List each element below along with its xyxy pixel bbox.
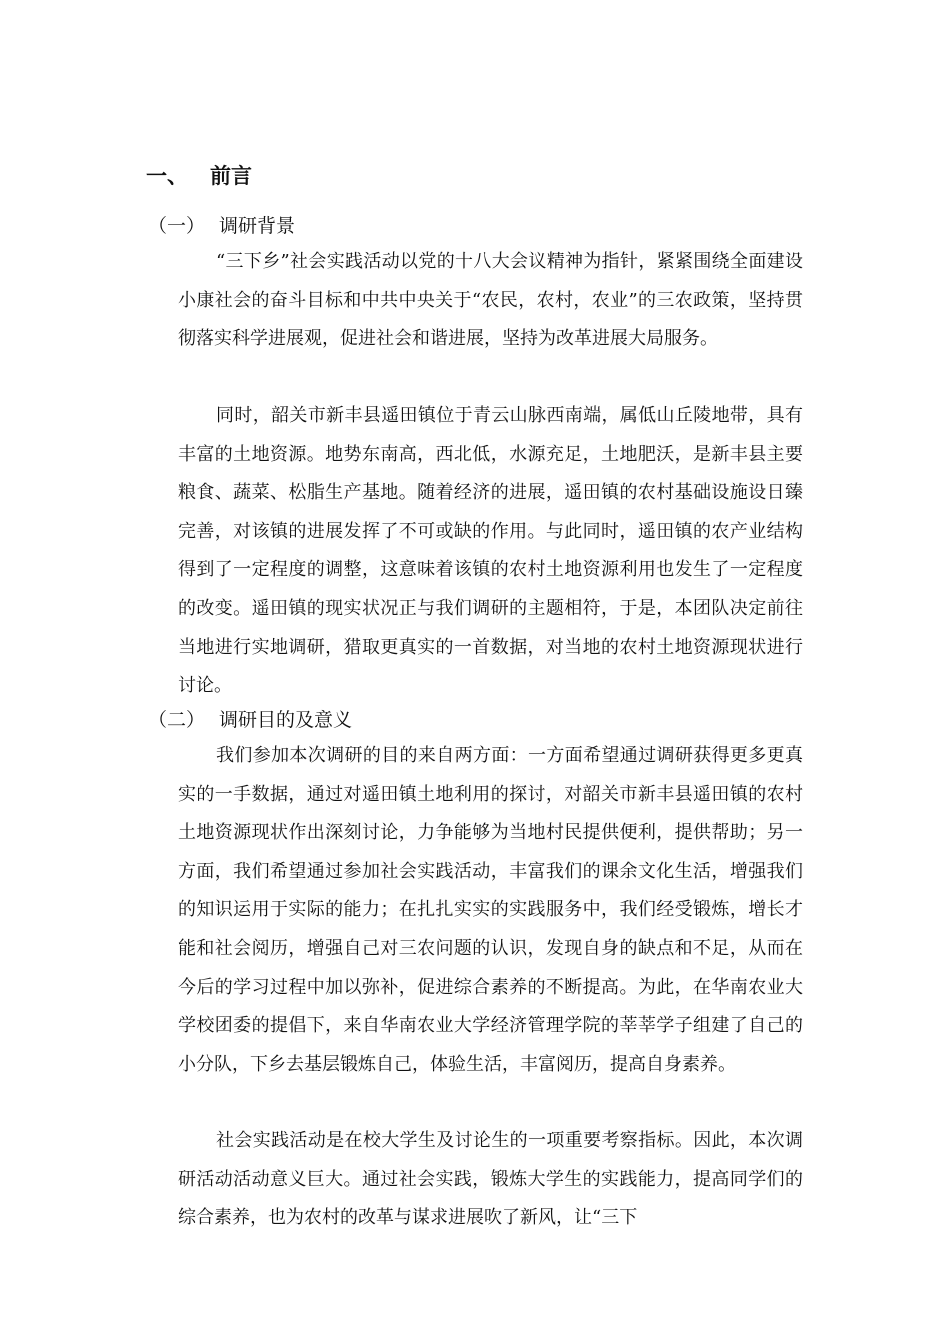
- paragraph: “三下乡”社会实践活动以党的十八大会议精神为指针，紧紧围绕全面建设小康社会的奋斗目标和中共中央关于“农民，农村，农业”的三农政策，坚持贯彻落实科学进展观，促进社会和谐进展，坚持为改革进展大局服务。: [178, 251, 803, 350]
- subsection-heading-background: [148, 208, 295, 244]
- section-heading-preface: [146, 158, 252, 194]
- subsection-heading-purpose: [148, 702, 352, 738]
- subsection-number: （二）: [148, 709, 206, 731]
- paragraph: 同时，韶关市新丰县遥田镇位于青云山脉西南端，属低山丘陵地带，具有丰富的土地资源。地势东南高，西北低，水源充足，土地肥沃，是新丰县主要粮食、蔬菜、松脂生产基地。随着经济的进展，遥田镇的农村基础设施设日臻完善，对该镇的进展发挥了不可或缺的作用。与此同时，遥田镇的农产业结构得到了一定程度的调整，这意味着该镇的农村土地资源利用也发生了一定程度的改变。遥田镇的现实状况正与我们调研的主题相符，于是，本团队决定前往当地进行实地调研，猎取更真实的一首数据，对当地的农村土地资源现状进行讨论。: [178, 405, 803, 697]
- subsection-title: 调研背景: [219, 215, 296, 237]
- subsection-title: 调研目的及意义: [219, 709, 353, 731]
- heading-title: 前言: [210, 163, 252, 188]
- paragraph: 社会实践活动是在校大学生及讨论生的一项重要考察指标。因此，本次调研活动活动意义巨大。通过社会实践，锻炼大学生的实践能力，提高同学们的综合素养，也为农村的改革与谋求进展吹了新风，让“三下: [178, 1130, 803, 1229]
- subsection-number: （一）: [148, 215, 206, 237]
- paragraph: 我们参加本次调研的目的来自两方面：一方面希望通过调研获得更多更真实的一手数据，通过对遥田镇土地利用的探讨，对韶关市新丰县遥田镇的农村土地资源现状作出深刻讨论，力争能够为当地村民提供便利，提供帮助；另一方面，我们希望通过参加社会实践活动，丰富我们的课余文化生活，增强我们的知识运用于实际的能力；在扎扎实实的实践服务中，我们经受锻炼，增长才能和社会阅历，增强自己对三农问题的认识，发现自身的缺点和不足，从而在今后的学习过程中加以弥补，促进综合素养的不断提高。为此，在华南农业大学校团委的提倡下，来自华南农业大学经济管理学院的莘莘学子组建了自己的小分队，下乡去基层锻炼自己，体验生活，丰富阅历，提高自身素养。: [178, 745, 803, 1075]
- heading-number: 一、: [146, 163, 188, 188]
